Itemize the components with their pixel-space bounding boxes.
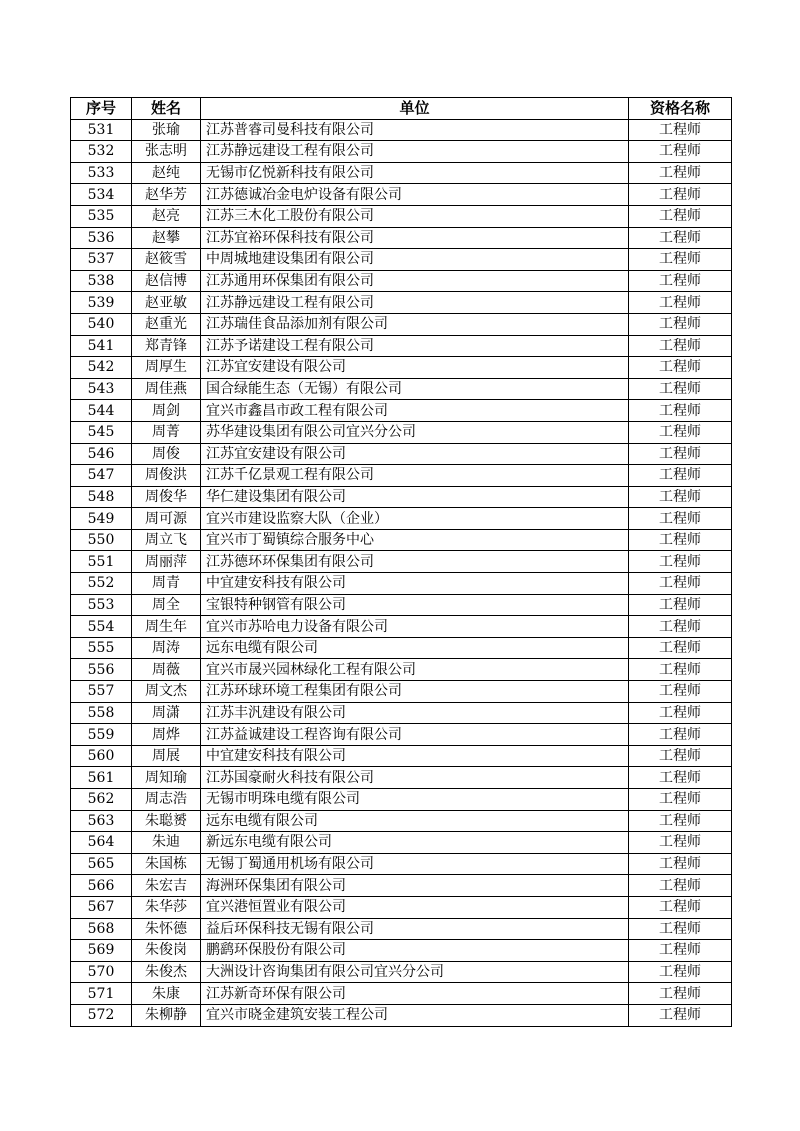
- cell-no: 560: [71, 745, 132, 767]
- cell-no: 565: [71, 853, 132, 875]
- cell-qual: 工程师: [629, 767, 732, 789]
- table-row: [71, 983, 732, 1005]
- table-row: [71, 205, 732, 227]
- cell-name: 周可源: [132, 508, 201, 530]
- cell-no: 540: [71, 313, 132, 335]
- cell-name: 赵亚敏: [132, 292, 201, 314]
- table-row: [71, 119, 732, 141]
- table-row: [71, 702, 732, 724]
- cell-org: 江苏环球环境工程集团有限公司: [201, 681, 629, 703]
- table-row: [71, 141, 732, 163]
- cell-org: 鹏鹞环保股份有限公司: [201, 940, 629, 962]
- table-row: [71, 270, 732, 292]
- cell-qual: 工程师: [629, 616, 732, 638]
- cell-no: 559: [71, 724, 132, 746]
- cell-no: 550: [71, 529, 132, 551]
- cell-org: 无锡市明珠电缆有限公司: [201, 789, 629, 811]
- cell-org: 宜兴市晟兴园林绿化工程有限公司: [201, 659, 629, 681]
- cell-name: 周厚生: [132, 357, 201, 379]
- cell-name: 周展: [132, 745, 201, 767]
- table-row: [71, 227, 732, 249]
- cell-qual: 工程师: [629, 184, 732, 206]
- table-row: [71, 659, 732, 681]
- cell-no: 541: [71, 335, 132, 357]
- cell-name: 朱迪: [132, 832, 201, 854]
- cell-name: 周涛: [132, 637, 201, 659]
- cell-org: 江苏三木化工股份有限公司: [201, 205, 629, 227]
- cell-no: 551: [71, 551, 132, 573]
- cell-name: 朱柳静: [132, 1004, 201, 1026]
- header-row: [71, 98, 732, 120]
- cell-qual: 工程师: [629, 681, 732, 703]
- table-row: [71, 313, 732, 335]
- cell-org: 远东电缆有限公司: [201, 810, 629, 832]
- cell-name: 朱宏吉: [132, 875, 201, 897]
- table-row: [71, 573, 732, 595]
- cell-name: 郑青锋: [132, 335, 201, 357]
- cell-org: 中宜建安科技有限公司: [201, 573, 629, 595]
- cell-name: 朱聪赟: [132, 810, 201, 832]
- cell-name: 朱俊杰: [132, 961, 201, 983]
- cell-name: 赵攀: [132, 227, 201, 249]
- cell-org: 江苏宜安建设有限公司: [201, 357, 629, 379]
- table-row: [71, 335, 732, 357]
- table-row: [71, 421, 732, 443]
- cell-qual: 工程师: [629, 896, 732, 918]
- cell-name: 周佳燕: [132, 378, 201, 400]
- cell-no: 556: [71, 659, 132, 681]
- cell-org: 江苏宜安建设有限公司: [201, 443, 629, 465]
- cell-no: 557: [71, 681, 132, 703]
- cell-no: 552: [71, 573, 132, 595]
- cell-name: 周志浩: [132, 789, 201, 811]
- cell-org: 宜兴市建设监察大队（企业）: [201, 508, 629, 530]
- cell-qual: 工程师: [629, 637, 732, 659]
- cell-name: 张瑜: [132, 119, 201, 141]
- cell-qual: 工程师: [629, 702, 732, 724]
- cell-qual: 工程师: [629, 378, 732, 400]
- cell-qual: 工程师: [629, 961, 732, 983]
- cell-qual: 工程师: [629, 594, 732, 616]
- cell-org: 远东电缆有限公司: [201, 637, 629, 659]
- cell-no: 537: [71, 249, 132, 271]
- cell-org: 新远东电缆有限公司: [201, 832, 629, 854]
- cell-qual: 工程师: [629, 205, 732, 227]
- table-row: [71, 832, 732, 854]
- table-row: [71, 551, 732, 573]
- cell-name: 周菁: [132, 421, 201, 443]
- table-row: [71, 745, 732, 767]
- cell-no: 543: [71, 378, 132, 400]
- cell-no: 567: [71, 896, 132, 918]
- cell-org: 宜兴市丁蜀镇综合服务中心: [201, 529, 629, 551]
- cell-qual: 工程师: [629, 940, 732, 962]
- cell-no: 568: [71, 918, 132, 940]
- table-row: [71, 1004, 732, 1026]
- cell-qual: 工程师: [629, 551, 732, 573]
- cell-org: 江苏益诚建设工程咨询有限公司: [201, 724, 629, 746]
- cell-name: 朱怀德: [132, 918, 201, 940]
- cell-no: 572: [71, 1004, 132, 1026]
- cell-qual: 工程师: [629, 400, 732, 422]
- cell-no: 542: [71, 357, 132, 379]
- table-row: [71, 443, 732, 465]
- table-row: [71, 616, 732, 638]
- cell-no: 538: [71, 270, 132, 292]
- table-row: [71, 357, 732, 379]
- table-row: [71, 853, 732, 875]
- cell-org: 中宜建安科技有限公司: [201, 745, 629, 767]
- cell-qual: 工程师: [629, 529, 732, 551]
- table-row: [71, 918, 732, 940]
- roster-sheet: [70, 97, 731, 1027]
- cell-no: 539: [71, 292, 132, 314]
- cell-no: 570: [71, 961, 132, 983]
- cell-no: 547: [71, 465, 132, 487]
- cell-qual: 工程师: [629, 745, 732, 767]
- cell-name: 周俊华: [132, 486, 201, 508]
- cell-qual: 工程师: [629, 465, 732, 487]
- table-row: [71, 961, 732, 983]
- cell-name: 赵纯: [132, 162, 201, 184]
- cell-no: 569: [71, 940, 132, 962]
- cell-org: 无锡市亿悦新科技有限公司: [201, 162, 629, 184]
- cell-name: 周烨: [132, 724, 201, 746]
- cell-qual: 工程师: [629, 810, 732, 832]
- cell-qual: 工程师: [629, 119, 732, 141]
- table-row: [71, 249, 732, 271]
- table-row: [71, 681, 732, 703]
- cell-qual: 工程师: [629, 832, 732, 854]
- cell-org: 江苏普睿司曼科技有限公司: [201, 119, 629, 141]
- table-row: [71, 594, 732, 616]
- cell-org: 江苏宜裕环保科技有限公司: [201, 227, 629, 249]
- cell-no: 564: [71, 832, 132, 854]
- cell-no: 555: [71, 637, 132, 659]
- cell-name: 赵重光: [132, 313, 201, 335]
- cell-name: 赵信博: [132, 270, 201, 292]
- cell-name: 朱俊岗: [132, 940, 201, 962]
- header-no: 序号: [71, 98, 132, 120]
- cell-qual: 工程师: [629, 313, 732, 335]
- cell-org: 无锡丁蜀通用机场有限公司: [201, 853, 629, 875]
- cell-name: 周潇: [132, 702, 201, 724]
- cell-no: 535: [71, 205, 132, 227]
- cell-name: 周全: [132, 594, 201, 616]
- cell-no: 561: [71, 767, 132, 789]
- cell-org: 江苏丰汎建设有限公司: [201, 702, 629, 724]
- cell-name: 周生年: [132, 616, 201, 638]
- cell-org: 江苏国豪耐火科技有限公司: [201, 767, 629, 789]
- cell-org: 益后环保科技无锡有限公司: [201, 918, 629, 940]
- cell-no: 571: [71, 983, 132, 1005]
- table-row: [71, 292, 732, 314]
- table-row: [71, 184, 732, 206]
- table-row: [71, 896, 732, 918]
- cell-qual: 工程师: [629, 270, 732, 292]
- cell-qual: 工程师: [629, 357, 732, 379]
- table-row: [71, 529, 732, 551]
- cell-org: 宜兴市晓金建筑安装工程公司: [201, 1004, 629, 1026]
- cell-org: 海洲环保集团有限公司: [201, 875, 629, 897]
- cell-no: 549: [71, 508, 132, 530]
- table-row: [71, 378, 732, 400]
- cell-org: 宝银特种钢管有限公司: [201, 594, 629, 616]
- cell-no: 545: [71, 421, 132, 443]
- cell-name: 周俊洪: [132, 465, 201, 487]
- table-row: [71, 875, 732, 897]
- cell-no: 532: [71, 141, 132, 163]
- cell-no: 544: [71, 400, 132, 422]
- cell-qual: 工程师: [629, 508, 732, 530]
- table-row: [71, 789, 732, 811]
- cell-name: 朱国栋: [132, 853, 201, 875]
- cell-name: 周丽萍: [132, 551, 201, 573]
- cell-qual: 工程师: [629, 983, 732, 1005]
- table-row: [71, 724, 732, 746]
- cell-no: 566: [71, 875, 132, 897]
- cell-qual: 工程师: [629, 162, 732, 184]
- cell-no: 558: [71, 702, 132, 724]
- roster-table: [70, 97, 732, 1027]
- cell-qual: 工程师: [629, 227, 732, 249]
- cell-name: 周剑: [132, 400, 201, 422]
- cell-no: 554: [71, 616, 132, 638]
- cell-org: 江苏静远建设工程有限公司: [201, 141, 629, 163]
- cell-qual: 工程师: [629, 486, 732, 508]
- cell-qual: 工程师: [629, 421, 732, 443]
- table-body: [71, 119, 732, 1026]
- table-row: [71, 508, 732, 530]
- cell-qual: 工程师: [629, 249, 732, 271]
- table-row: [71, 940, 732, 962]
- header-name: 姓名: [132, 98, 201, 120]
- cell-qual: 工程师: [629, 335, 732, 357]
- cell-org: 江苏通用环保集团有限公司: [201, 270, 629, 292]
- cell-no: 548: [71, 486, 132, 508]
- cell-org: 江苏新奇环保有限公司: [201, 983, 629, 1005]
- cell-org: 江苏德诚冶金电炉设备有限公司: [201, 184, 629, 206]
- cell-org: 宜兴市苏哈电力设备有限公司: [201, 616, 629, 638]
- cell-org: 江苏千亿景观工程有限公司: [201, 465, 629, 487]
- cell-org: 江苏静远建设工程有限公司: [201, 292, 629, 314]
- cell-qual: 工程师: [629, 724, 732, 746]
- cell-name: 张志明: [132, 141, 201, 163]
- cell-org: 苏华建设集团有限公司宜兴分公司: [201, 421, 629, 443]
- cell-qual: 工程师: [629, 1004, 732, 1026]
- cell-org: 国合绿能生态（无锡）有限公司: [201, 378, 629, 400]
- cell-qual: 工程师: [629, 443, 732, 465]
- cell-org: 中周城地建设集团有限公司: [201, 249, 629, 271]
- table-row: [71, 162, 732, 184]
- cell-name: 周知瑜: [132, 767, 201, 789]
- cell-no: 553: [71, 594, 132, 616]
- table-row: [71, 767, 732, 789]
- table-row: [71, 400, 732, 422]
- table-row: [71, 486, 732, 508]
- cell-no: 533: [71, 162, 132, 184]
- cell-org: 华仁建设集团有限公司: [201, 486, 629, 508]
- cell-no: 563: [71, 810, 132, 832]
- cell-name: 赵华芳: [132, 184, 201, 206]
- cell-qual: 工程师: [629, 659, 732, 681]
- cell-name: 朱华莎: [132, 896, 201, 918]
- cell-org: 江苏德环环保集团有限公司: [201, 551, 629, 573]
- cell-org: 宜兴市鑫昌市政工程有限公司: [201, 400, 629, 422]
- cell-org: 宜兴港恒置业有限公司: [201, 896, 629, 918]
- cell-no: 531: [71, 119, 132, 141]
- cell-name: 赵亮: [132, 205, 201, 227]
- cell-name: 周立飞: [132, 529, 201, 551]
- header-qual: 资格名称: [629, 98, 732, 120]
- cell-no: 546: [71, 443, 132, 465]
- cell-qual: 工程师: [629, 918, 732, 940]
- cell-name: 周青: [132, 573, 201, 595]
- cell-no: 562: [71, 789, 132, 811]
- cell-qual: 工程师: [629, 875, 732, 897]
- cell-no: 534: [71, 184, 132, 206]
- cell-qual: 工程师: [629, 292, 732, 314]
- cell-name: 周俊: [132, 443, 201, 465]
- table-row: [71, 810, 732, 832]
- cell-qual: 工程师: [629, 141, 732, 163]
- table-row: [71, 465, 732, 487]
- cell-org: 大洲设计咨询集团有限公司宜兴分公司: [201, 961, 629, 983]
- cell-no: 536: [71, 227, 132, 249]
- cell-org: 江苏瑞佳食品添加剂有限公司: [201, 313, 629, 335]
- cell-name: 周文杰: [132, 681, 201, 703]
- cell-qual: 工程师: [629, 853, 732, 875]
- cell-qual: 工程师: [629, 789, 732, 811]
- header-org: 单位: [201, 98, 629, 120]
- cell-name: 周薇: [132, 659, 201, 681]
- cell-qual: 工程师: [629, 573, 732, 595]
- cell-org: 江苏予诺建设工程有限公司: [201, 335, 629, 357]
- table-row: [71, 637, 732, 659]
- cell-name: 赵筱雪: [132, 249, 201, 271]
- cell-name: 朱康: [132, 983, 201, 1005]
